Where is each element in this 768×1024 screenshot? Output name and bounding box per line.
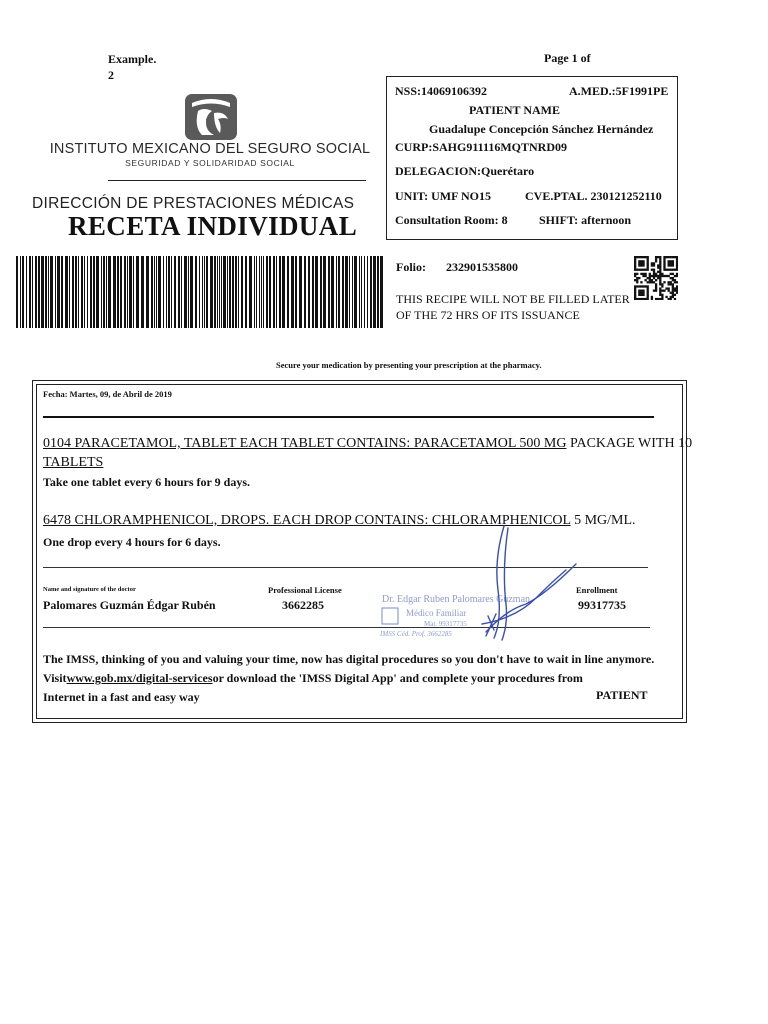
nss: NSS:14069106392	[395, 84, 488, 98]
folio-label: Folio:	[396, 260, 426, 274]
stamp-line-1: Dr. Edgar Ruben Palomares Guzman	[382, 594, 531, 605]
footer-line-3: Internet in a fast and easy way	[43, 690, 200, 704]
secure-note: Secure your medication by presenting your prescription at the pharmacy.	[276, 360, 542, 370]
medication-2-dose: 5 MG/ML.	[570, 513, 636, 528]
date-divider	[43, 416, 654, 418]
consultation-room: Consultation Room: 8	[395, 213, 508, 227]
medication-1-instructions: Take one tablet every 6 hours for 9 days.	[43, 475, 250, 489]
prescription-date: Fecha: Martes, 09, de Abril de 2019	[43, 389, 172, 399]
stamp-seal-icon	[382, 608, 398, 624]
imss-digital-message	[43, 650, 663, 707]
amed: A.MED.:5F1991PE	[569, 84, 669, 98]
document-title: RECETA INDIVIDUAL	[68, 211, 358, 241]
curp: CURP:SAHG911116MQTNRD09	[395, 140, 568, 154]
institution-name: INSTITUTO MEXICANO DEL SEGURO SOCIAL	[49, 141, 371, 157]
enrollment-number: 99317735	[578, 598, 626, 612]
barcode-icon	[16, 256, 384, 328]
patient-name: Guadalupe Concepción Sánchez Hernández	[429, 122, 654, 136]
page-number: Page 1 of	[544, 51, 591, 65]
notice-line-1: THIS RECIPE WILL NOT BE FILLED LATER	[396, 292, 630, 306]
patient-info-box	[386, 76, 678, 240]
delegation: DELEGACION:Querétaro	[395, 164, 535, 178]
copy-label: PATIENT	[596, 688, 648, 702]
stamp-line-3: Mat. 99317735	[424, 620, 467, 628]
license-number: 3662285	[282, 598, 324, 612]
example-label	[108, 51, 156, 83]
unit: UNIT: UMF NO15	[395, 189, 491, 203]
notice-line-2: OF THE 72 HRS OF ITS ISSUANCE	[396, 308, 580, 322]
stamp-line-4: IMSS Céd. Prof. 3662285	[380, 630, 452, 638]
footer-line-1: The IMSS, thinking of you and valuing your time, now has digital procedures so you don't have to wait in line anymore.	[43, 652, 655, 666]
folio-value: 232901535800	[446, 260, 518, 274]
medication-1-description	[43, 434, 768, 472]
medication-1-unit: TABLETS	[43, 455, 104, 470]
license-label: Professional License	[268, 585, 342, 595]
digital-services-link[interactable]: www.gob.mx/digital-services	[66, 671, 213, 685]
medication-2-instructions: One drop every 4 hours for 6 days.	[43, 535, 221, 549]
medication-1-package: PACKAGE WITH 10	[566, 436, 693, 451]
postal-code: CVE.PTAL. 230121252110	[525, 189, 662, 203]
example-text: Example.	[108, 52, 157, 66]
footer-line-2	[43, 669, 663, 688]
medication-1-name: 0104 PARACETAMOL, TABLET EACH TABLET CONTAINS: PARACETAMOL 500 MG	[43, 436, 567, 451]
visit-suffix: or download the 'IMSS Digital App' and complete your procedures from	[212, 671, 583, 685]
validity-notice	[396, 291, 696, 323]
doctor-stamp-signature	[376, 520, 586, 646]
patient-name-label: PATIENT NAME	[469, 103, 561, 117]
visit-prefix: Visit	[43, 671, 67, 685]
enrollment-label: Enrollment	[576, 585, 618, 595]
logo-divider	[108, 180, 366, 181]
stamp-line-2: Médico Familiar	[406, 608, 467, 618]
institution-subtitle: SEGURIDAD Y SOLIDARIDAD SOCIAL	[125, 158, 295, 168]
signature-icon	[482, 526, 576, 640]
direction-title: DIRECCIÓN DE PRESTACIONES MÉDICAS	[32, 195, 355, 212]
doctor-signature-label: Name and signature of the doctor	[43, 586, 136, 593]
medication-2-name: 6478 CHLORAMPHENICOL, DROPS. EACH DROP CONTAINS: CHLORAMPHENICOL	[43, 513, 571, 528]
shift: SHIFT: afternoon	[539, 213, 632, 227]
example-number: 2	[108, 68, 114, 82]
imss-eagle-logo-icon	[184, 93, 238, 141]
doctor-name: Palomares Guzmán Édgar Rubén	[43, 598, 216, 612]
